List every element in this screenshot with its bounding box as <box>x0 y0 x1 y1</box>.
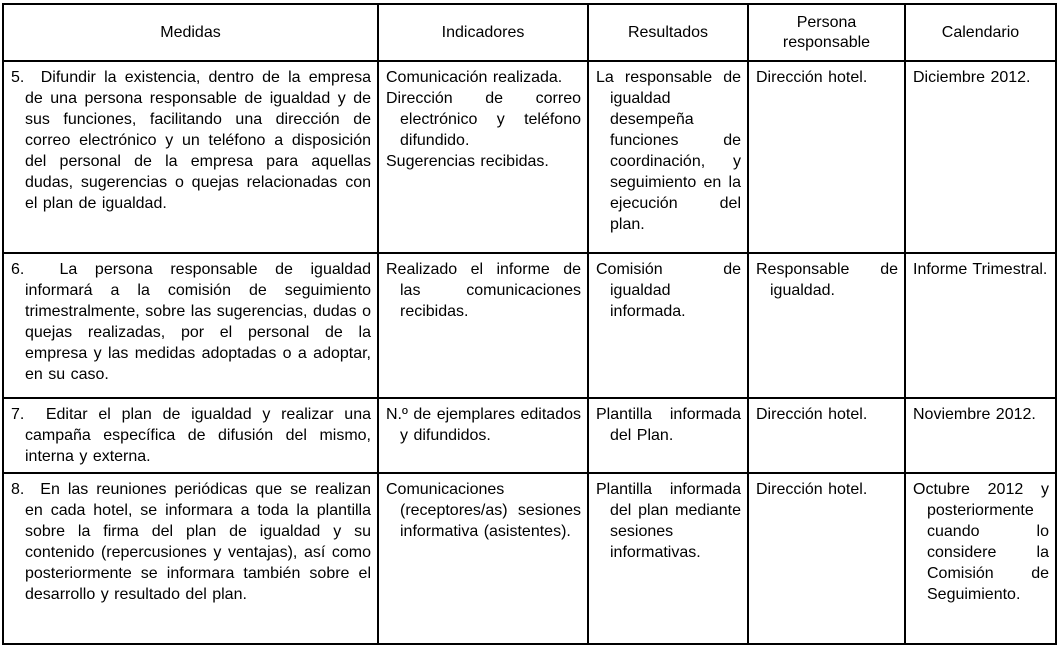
cell-persona-responsable <box>748 61 905 253</box>
paragraph: 5. Difundir la existencia, dentro de la empresa de una persona responsable de igualdad y de sus funciones, facilitando una dirección de correo electrónico y un teléfono a disposición del personal de la empresa para aquellas dudas, sugerencias o quejas relacionadas con el plan de igualdad. <box>11 69 371 212</box>
column-header-indicadores: Indicadores <box>378 4 588 61</box>
cell-resultados <box>588 398 748 473</box>
cell-resultados <box>588 61 748 253</box>
paragraph: 8. En las reuniones periódicas que se realizan en cada hotel, se informara a toda la plantilla sobre la firma del plan de igualdad y su contenido (repercusiones y ventajas), así como posteriormente se informara también sobre el desarrollo y resultado del plan. <box>11 481 371 603</box>
column-header-medidas: Medidas <box>3 4 378 61</box>
paragraph: Comunicaciones (receptores/as) sesiones informativa (asistentes). <box>386 481 581 540</box>
paragraph: Sugerencias recibidas. <box>386 153 549 170</box>
column-header-resultados: Resultados <box>588 4 748 61</box>
table-row-measure-6 <box>3 253 1056 398</box>
table-row-measure-8 <box>3 473 1056 644</box>
cell-persona-responsable <box>748 473 905 644</box>
paragraph: Dirección hotel. <box>756 481 868 498</box>
paragraph: Noviembre 2012. <box>913 406 1036 423</box>
paragraph: Plantilla informada del plan mediante sesiones informativas. <box>596 481 741 561</box>
cell-indicadores <box>378 61 588 253</box>
cell-calendario <box>905 398 1056 473</box>
cell-calendario <box>905 61 1056 253</box>
paragraph: Dirección hotel. <box>756 69 868 86</box>
paragraph: Responsable de igualdad. <box>756 261 898 299</box>
paragraph: Comunicación realizada. <box>386 69 563 86</box>
cell-indicadores <box>378 398 588 473</box>
paragraph: 6. La persona responsable de igualdad informará a la comisión de seguimiento trimestralmente, sobre las sugerencias, dudas o quejas realizadas, por el personal de la empresa y las medidas adoptadas o a adoptar, en su caso. <box>11 261 371 383</box>
paragraph: Dirección de correo electrónico y teléfono difundido. <box>386 90 581 149</box>
cell-resultados <box>588 253 748 398</box>
cell-persona-responsable <box>748 253 905 398</box>
paragraph: Diciembre 2012. <box>913 69 1031 86</box>
cell-calendario <box>905 473 1056 644</box>
paragraph: 7. Editar el plan de igualdad y realizar una campaña específica de difusión del mismo, interna y externa. <box>11 406 371 465</box>
header-row <box>3 4 1056 61</box>
cell-persona-responsable <box>748 398 905 473</box>
table-row-measure-5 <box>3 61 1056 253</box>
measures-table <box>2 3 1057 645</box>
cell-medidas <box>3 253 378 398</box>
cell-calendario <box>905 253 1056 398</box>
table-row-measure-7 <box>3 398 1056 473</box>
paragraph: Dirección hotel. <box>756 406 868 423</box>
cell-medidas <box>3 61 378 253</box>
paragraph: La responsable de igualdad desempeña funciones de coordinación, y seguimiento en la ejecución del plan. <box>596 69 741 233</box>
cell-indicadores <box>378 473 588 644</box>
paragraph: Realizado el informe de las comunicaciones recibidas. <box>386 261 581 320</box>
cell-medidas <box>3 398 378 473</box>
cell-resultados <box>588 473 748 644</box>
column-header-calendario: Calendario <box>905 4 1056 61</box>
paragraph: Informe Trimestral. <box>913 261 1048 278</box>
paragraph: Octubre 2012 y posteriormente cuando lo considere la Comisión de Seguimiento. <box>913 481 1049 603</box>
paragraph: Comisión de igualdad informada. <box>596 261 741 320</box>
paragraph: N.º de ejemplares editados y difundidos. <box>386 406 581 444</box>
cell-indicadores <box>378 253 588 398</box>
column-header-persona-responsable: Persona responsable <box>748 4 905 61</box>
paragraph: Plantilla informada del Plan. <box>596 406 741 444</box>
cell-medidas <box>3 473 378 644</box>
